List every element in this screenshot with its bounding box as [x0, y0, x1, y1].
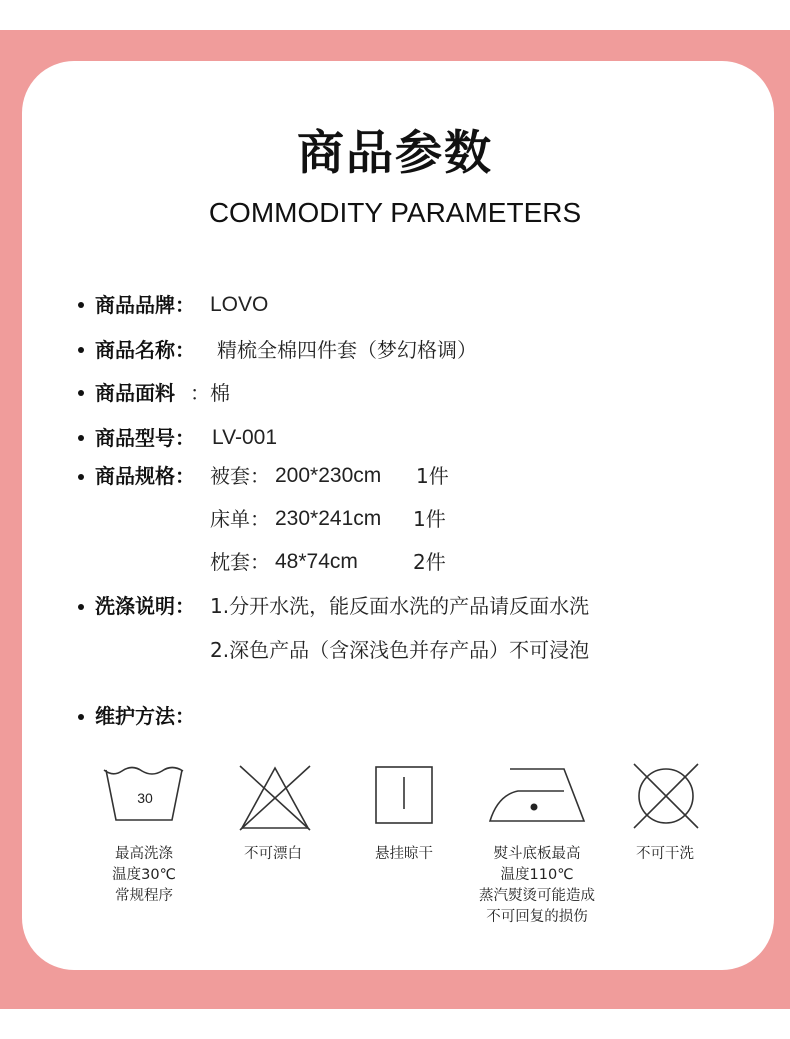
care-label-no-dry-clean: 不可干洗: [636, 846, 694, 862]
param-label-name: 商品名称：: [95, 338, 195, 362]
param-value-brand: LOVO: [210, 293, 269, 316]
care-label-wash: 最高洗涤 温度30℃ 常规程序: [112, 846, 176, 904]
wash-30-icon: [100, 764, 190, 826]
bullet-dot: [78, 604, 84, 610]
no-dry-clean-icon: [632, 762, 700, 830]
spec-item-qty: 2件: [413, 550, 446, 574]
bullet-dot: [78, 714, 84, 720]
spec-item-qty: 1件: [413, 507, 446, 531]
param-label-care: 维护方法：: [95, 704, 195, 728]
iron-icon: [488, 765, 588, 825]
param-label-spec: 商品规格：: [95, 464, 195, 488]
page-title: 商品参数: [297, 126, 493, 181]
wash-temperature-number: 30: [137, 790, 153, 806]
bullet-dot: [78, 347, 84, 353]
bullet-dot: [78, 474, 84, 480]
care-label-line-dry: 悬挂晾干: [375, 846, 433, 862]
param-label-fabric: 商品面料: [95, 381, 175, 405]
spec-item-name: 枕套：: [210, 550, 270, 574]
bullet-dot: [78, 302, 84, 308]
no-bleach-icon: [238, 764, 312, 832]
param-label-brand: 商品品牌：: [95, 293, 195, 317]
care-label-no-bleach: 不可漂白: [244, 846, 302, 862]
param-label-model: 商品型号：: [95, 426, 195, 450]
spec-item-qty: 1件: [416, 464, 449, 488]
bullet-dot: [78, 390, 84, 396]
spec-item-name: 被套：: [210, 464, 270, 488]
spec-item-name: 床单：: [210, 507, 270, 531]
washing-line: 2.深色产品（含深浅色并存产品）不可浸泡: [210, 638, 590, 662]
spec-item-size: 200*230cm: [275, 464, 382, 487]
washing-line: 1.分开水洗，能反面水洗的产品请反面水洗: [210, 594, 590, 618]
page-subtitle: COMMODITY PARAMETERS: [208, 197, 582, 228]
spec-item-size: 48*74cm: [275, 550, 358, 573]
param-value-model: LV-001: [212, 426, 277, 449]
bullet-dot: [78, 435, 84, 441]
param-value-name: 精梳全棉四件套（梦幻格调）: [217, 338, 477, 362]
spec-item-size: 230*241cm: [275, 507, 382, 530]
line-dry-icon: [374, 765, 434, 825]
param-value-fabric: ：棉: [190, 381, 230, 405]
care-label-iron: 熨斗底板最高 温度110℃ 蒸汽熨烫可能造成 不可回复的损伤: [479, 846, 595, 925]
param-label-washing: 洗涤说明：: [95, 594, 195, 618]
